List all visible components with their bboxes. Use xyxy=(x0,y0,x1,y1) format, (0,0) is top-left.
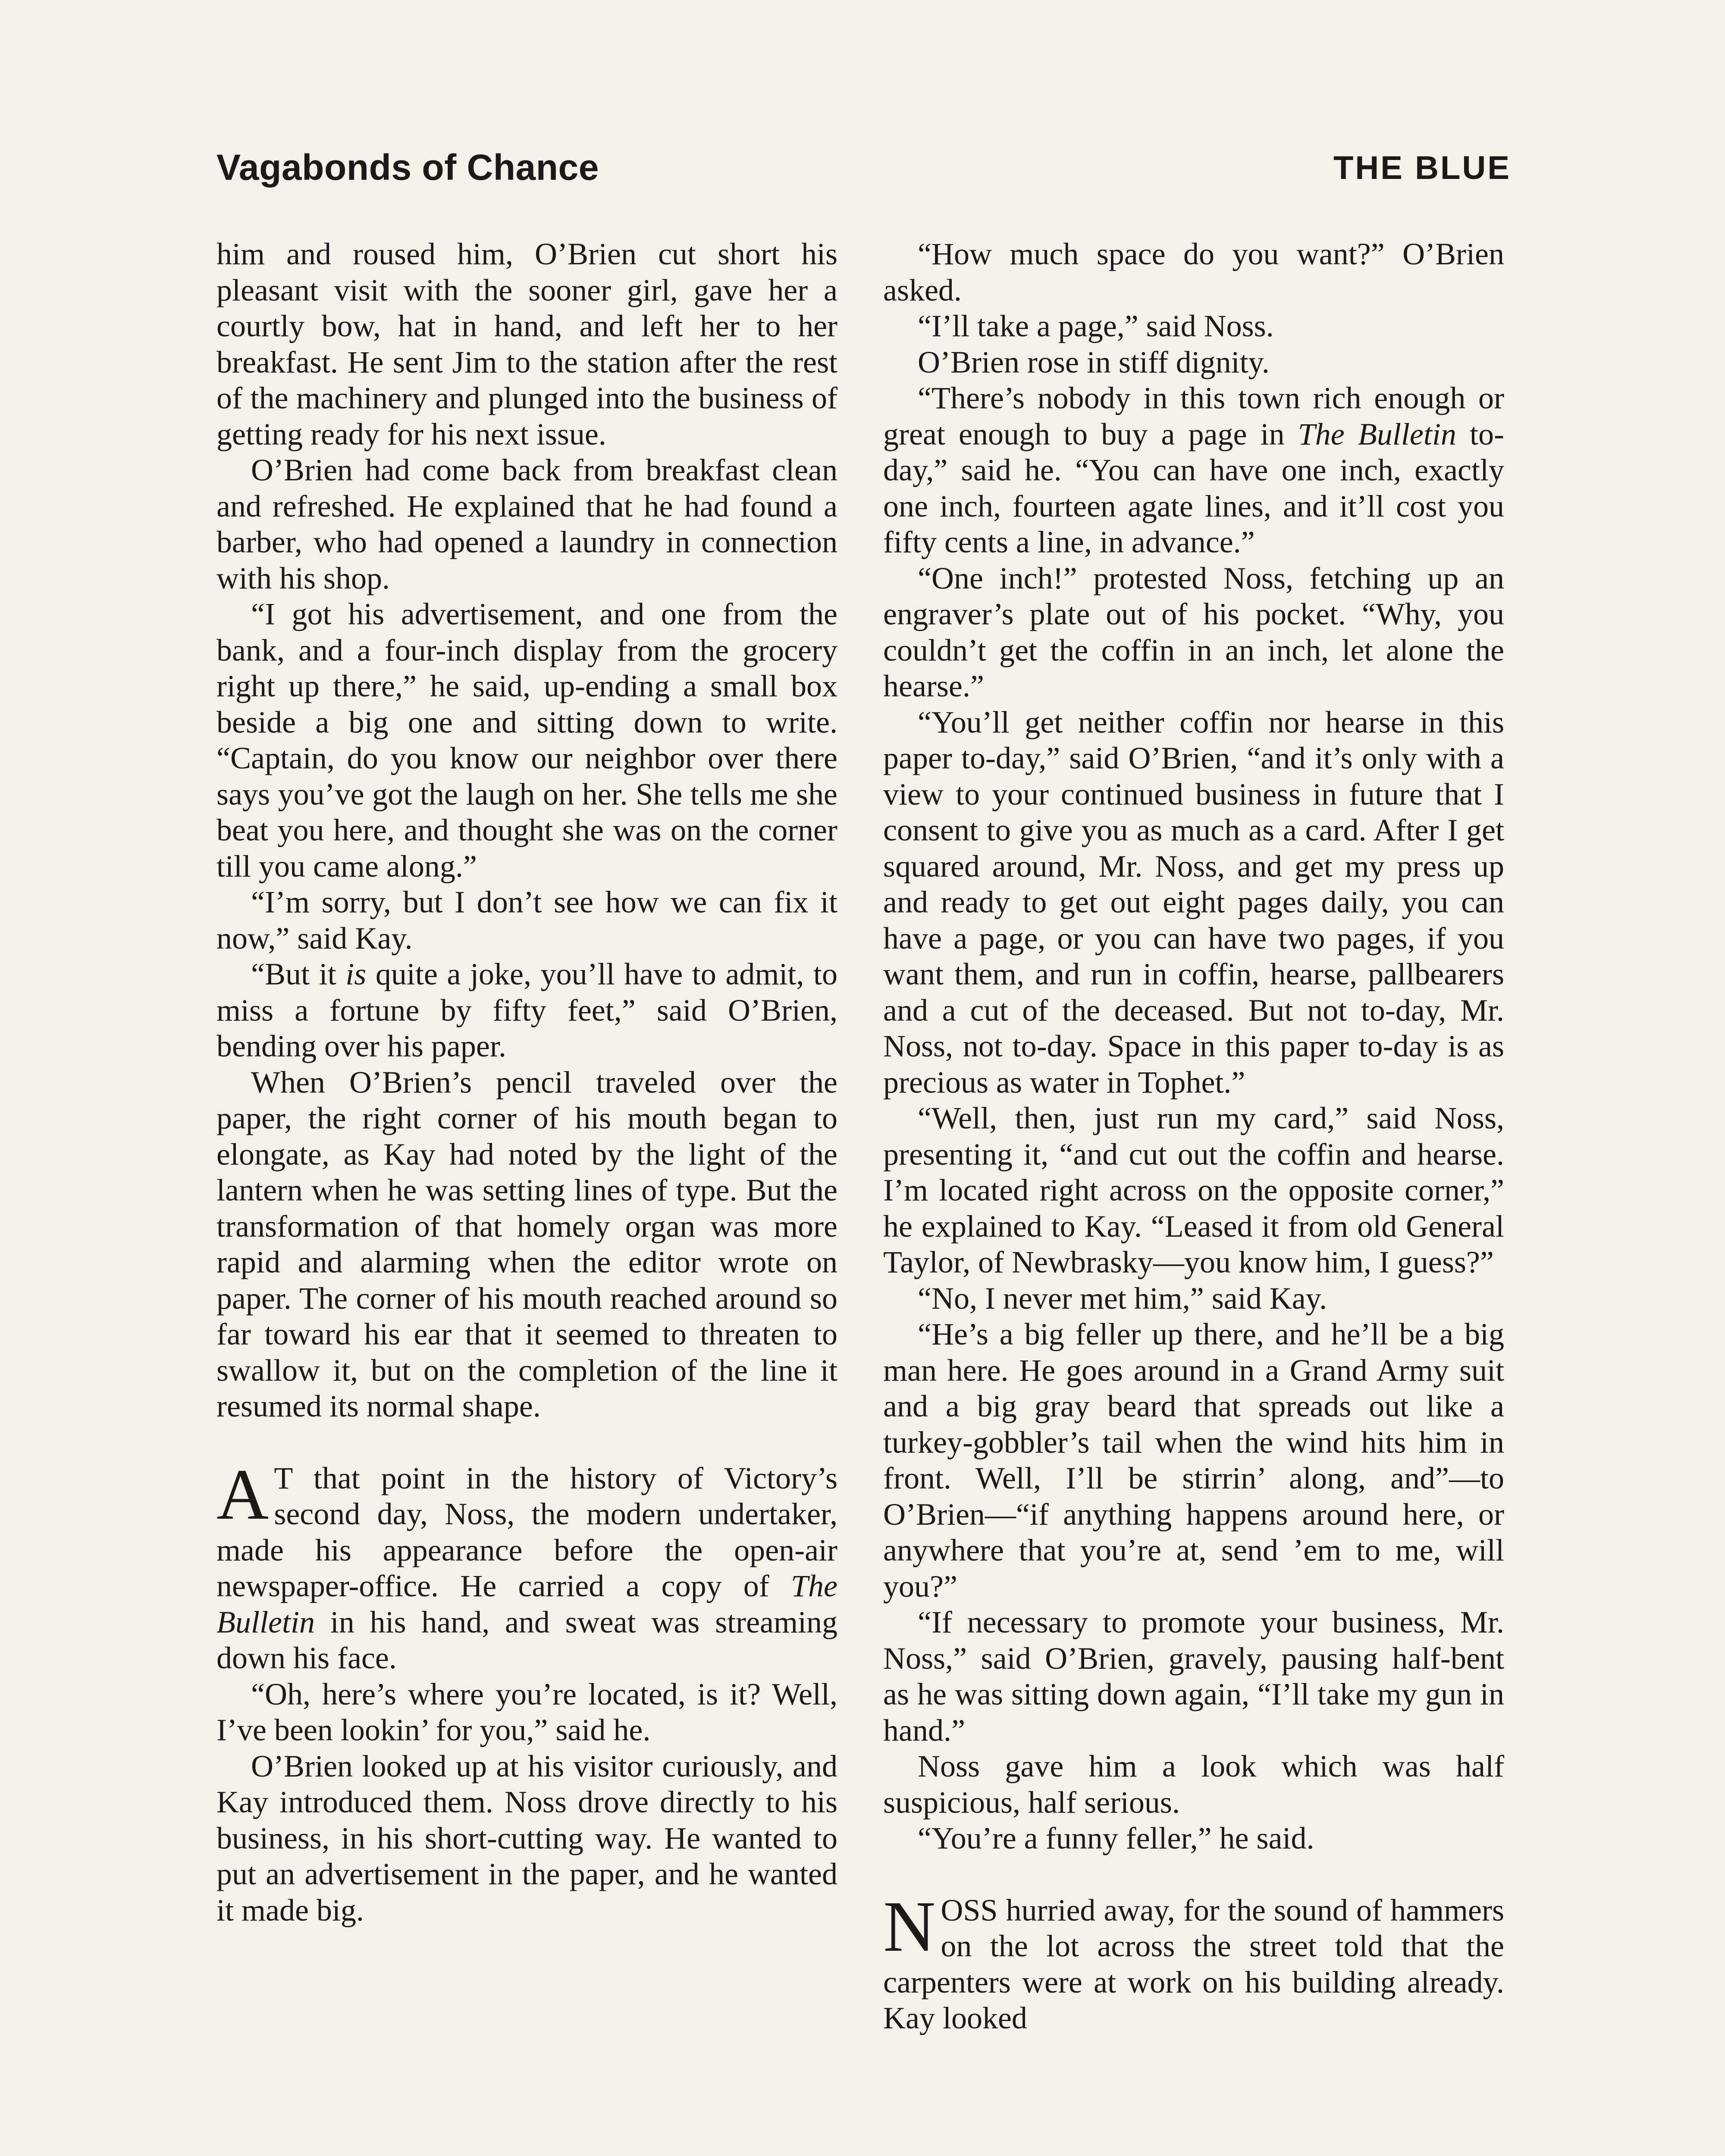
section-opening-paragraph xyxy=(883,1886,1504,2037)
text-run: “But it xyxy=(251,957,346,991)
paragraph: “If necessary to promote your business, Mr. Noss,” said O’Brien, gravely, pausing half-bent as he was sitting down again, “I’ll take my gun in hand.” xyxy=(883,1605,1504,1748)
paragraph: “You’re a funny feller,” he said. xyxy=(918,1821,1314,1855)
paragraph: “How much space do you want?” O’Brien asked. xyxy=(883,237,1504,307)
paragraph: “You’ll get neither coffin nor hearse in this paper to-day,” said O’Brien, “and it’s only with a view to your continued business in future that I consent to give you as much as a card. After I get squared around, Mr. Noss, and get my press up and ready to get out eight pages daily, you can have a page, or you can have two pages, if you want them, and run in coffin, hearse, pallbearers and a cut of the deceased. But not to-day, Mr. Noss, not to-day. Space in this paper to-day is as precious as water in Tophet.” xyxy=(883,705,1504,1100)
paragraph: “No, I never met him,” said Kay. xyxy=(918,1281,1327,1316)
paragraph xyxy=(216,956,837,1065)
drop-cap: N xyxy=(883,1886,936,1967)
text-run: T that point in the history of Victory’s second day, Noss, the modern undertaker, made his appearance before the open-air newspaper-office. He carried a copy of xyxy=(216,1460,837,1603)
story-title-header: Vagabonds of Chance xyxy=(216,147,599,188)
publication-title: The Bulletin xyxy=(216,1569,837,1639)
paragraph: When O’Brien’s pencil traveled over the paper, the right corner of his mouth began to elongate, as Kay had noted by the light of the lantern when he was setting lines of type. But the transformation of that homely organ was more rapid and alarming when the editor wrote on paper. The corner of his mouth reached around so far toward his ear that it seemed to threaten to swallow it, but on the completion of the line it resumed its normal shape. xyxy=(216,1065,837,1423)
text-run: in his hand, and sweat was streaming down his face. xyxy=(216,1604,837,1675)
left-text-column xyxy=(216,236,837,1928)
text-run: OSS hurried away, for the sound of hammers on the lot across the street told that the carpenters were at work on his building already. Kay looked xyxy=(883,1893,1504,2035)
right-text-column xyxy=(883,236,1504,2037)
paragraph: “He’s a big feller up there, and he’ll be a big man here. He goes around in a Grand Army suit and a big gray beard that spreads out like a turkey-gobbler’s tail when the wind hits him in front. Well, I’ll be stirrin’ along, and”—to O’Brien—“if anything happens around here, or anywhere that you’re at, send ’em to me, will you?” xyxy=(883,1317,1504,1604)
section-opening-paragraph xyxy=(216,1454,837,1677)
paragraph: “I’ll take a page,” said Noss. xyxy=(918,309,1274,343)
paragraph: “Oh, here’s where you’re located, is it? Well, I’ve been lookin’ for you,” said he. xyxy=(216,1677,837,1747)
text-run: to-day,” said he. “You can have one inch, exactly one inch, fourteen agate lines, and it’ll cost you fifty cents a line, in advance.” xyxy=(883,417,1505,559)
drop-cap: A xyxy=(216,1454,269,1535)
magazine-title-header: THE BLUE xyxy=(1333,150,1511,186)
paragraph: O’Brien rose in stiff dignity. xyxy=(918,345,1270,379)
paragraph: Noss gave him a look which was half suspicious, half serious. xyxy=(883,1749,1504,1820)
paragraph: O’Brien had come back from breakfast clean and refreshed. He explained that he had found a barber, who had opened a laundry in connection with his shop. xyxy=(216,453,837,595)
text-run: quite a joke, you’ll have to admit, to miss a fortune by fifty feet,” said O’Brien, bending over his paper. xyxy=(216,957,837,1063)
emphasis-text: is xyxy=(345,957,367,991)
paragraph: O’Brien looked up at his visitor curiously, and Kay introduced them. Noss drove directly to his business, in his short-cutting way. He wanted to put an advertisement in the paper, and he wanted it made big. xyxy=(216,1749,837,1927)
paragraph: “Well, then, just run my card,” said Noss, presenting it, “and cut out the coffin and hearse. I’m located right across on the opposite corner,” he explained to Kay. “Leased it from old General Taylor, of Newbrasky—you know him, I guess?” xyxy=(883,1101,1504,1279)
paragraph: him and roused him, O’Brien cut short his pleasant visit with the sooner girl, gave her a courtly bow, hat in hand, and left her to her breakfast. He sent Jim to the station after the rest of the machinery and plunged into the business of getting ready for his next issue. xyxy=(216,237,837,451)
paragraph: “One inch!” protested Noss, fetching up an engraver’s plate out of his pocket. “Why, you couldn’t get the coffin in an inch, let alone the hearse.” xyxy=(883,561,1504,703)
text-run: “There’s nobody in this town rich enough or great enough to buy a page in xyxy=(883,381,1504,451)
paragraph: “I got his advertisement, and one from the bank, and a four-inch display from the grocery right up there,” he said, up-ending a small box beside a big one and sitting down to write. “Captain, do you know our neighbor over there says you’ve got the laugh on her. She tells me she beat you here, and thought she was on the corner till you came along.” xyxy=(216,597,837,884)
publication-title: The Bulletin xyxy=(1298,417,1456,451)
paragraph: “I’m sorry, but I don’t see how we can fix it now,” said Kay. xyxy=(216,885,837,956)
paragraph xyxy=(883,380,1504,561)
